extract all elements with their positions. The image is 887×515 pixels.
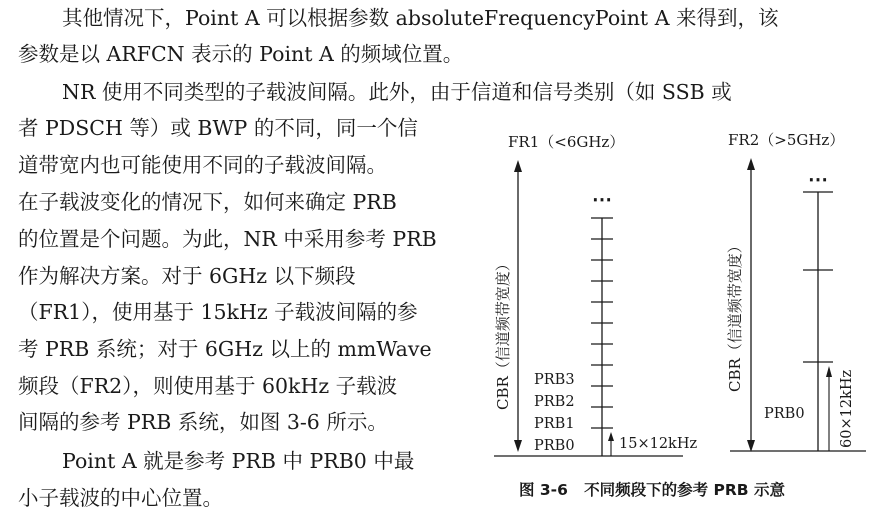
paragraph-2-line-2: 者 PDSCH 等）或 BWP 的不同，同一个信	[18, 116, 418, 140]
prb1-label: PRB1	[534, 416, 575, 432]
prb2-label: PRB2	[534, 394, 575, 410]
fr2-label: FR2（>5GHz）	[728, 131, 845, 149]
paragraph-2-line-9: 频段（FR2），则使用基于 60kHz 子载波	[18, 374, 398, 398]
fr1-prb-axis	[591, 218, 613, 456]
paragraph-2-line-3: 道带宽内也可能使用不同的子载波间隔。	[18, 153, 387, 177]
fr1-ellipsis: ⋯	[592, 187, 612, 211]
paragraph-1-line-1: 其他情况下，Point A 可以根据参数 absoluteFrequencyPoint A 来得到，该	[62, 6, 779, 30]
paragraph-3-line-2: 小子载波的中心位置。	[18, 486, 223, 510]
paragraph-3-line-1: Point A 就是参考 PRB 中 PRB0 中最	[62, 449, 415, 473]
fr1-cbr-label: CBR（信道频带宽度）	[494, 256, 512, 410]
fr2-spacing-arrow	[826, 366, 832, 451]
paragraph-1-line-2: 参数是以 ARFCN 表示的 Point A 的频域位置。	[18, 42, 464, 66]
fr2-prb0-label: PRB0	[764, 406, 805, 422]
fr2-ellipsis: ⋯	[808, 167, 828, 191]
paragraph-2-line-5: 的位置是个问题。为此，NR 中采用参考 PRB	[18, 227, 437, 251]
paragraph-2-line-6: 作为解决方案。对于 6GHz 以下频段	[18, 264, 356, 288]
fr1-cbr-arrow	[514, 160, 522, 452]
fr2-cbr-arrow	[747, 158, 755, 452]
figure-caption: 图 3-6 不同频段下的参考 PRB 示意	[519, 481, 785, 499]
paragraph-2-line-8: 考 PRB 系统；对于 6GHz 以上的 mmWave	[18, 337, 432, 361]
paragraph-2-line-10: 间隔的参考 PRB 系统，如图 3-6 所示。	[18, 410, 388, 434]
paragraph-2-line-4: 在子载波变化的情况下，如何来确定 PRB	[18, 190, 397, 214]
paragraph-2-line-7: （FR1），使用基于 15kHz 子载波间隔的参	[18, 300, 418, 324]
fr1-spacing-label: 15×12kHz	[619, 436, 698, 452]
prb0-label: PRB0	[534, 438, 575, 454]
fr2-cbr-label: CBR（信道频带宽度）	[726, 238, 744, 392]
prb3-label: PRB3	[534, 372, 575, 388]
paragraph-2-line-1: NR 使用不同类型的子载波间隔。此外，由于信道和信号类别（如 SSB 或	[62, 80, 732, 104]
fr2-spacing-label: 60×12kHz	[839, 369, 855, 448]
fr1-label: FR1（<6GHz）	[508, 133, 625, 151]
fr1-spacing-arrow	[608, 432, 614, 456]
